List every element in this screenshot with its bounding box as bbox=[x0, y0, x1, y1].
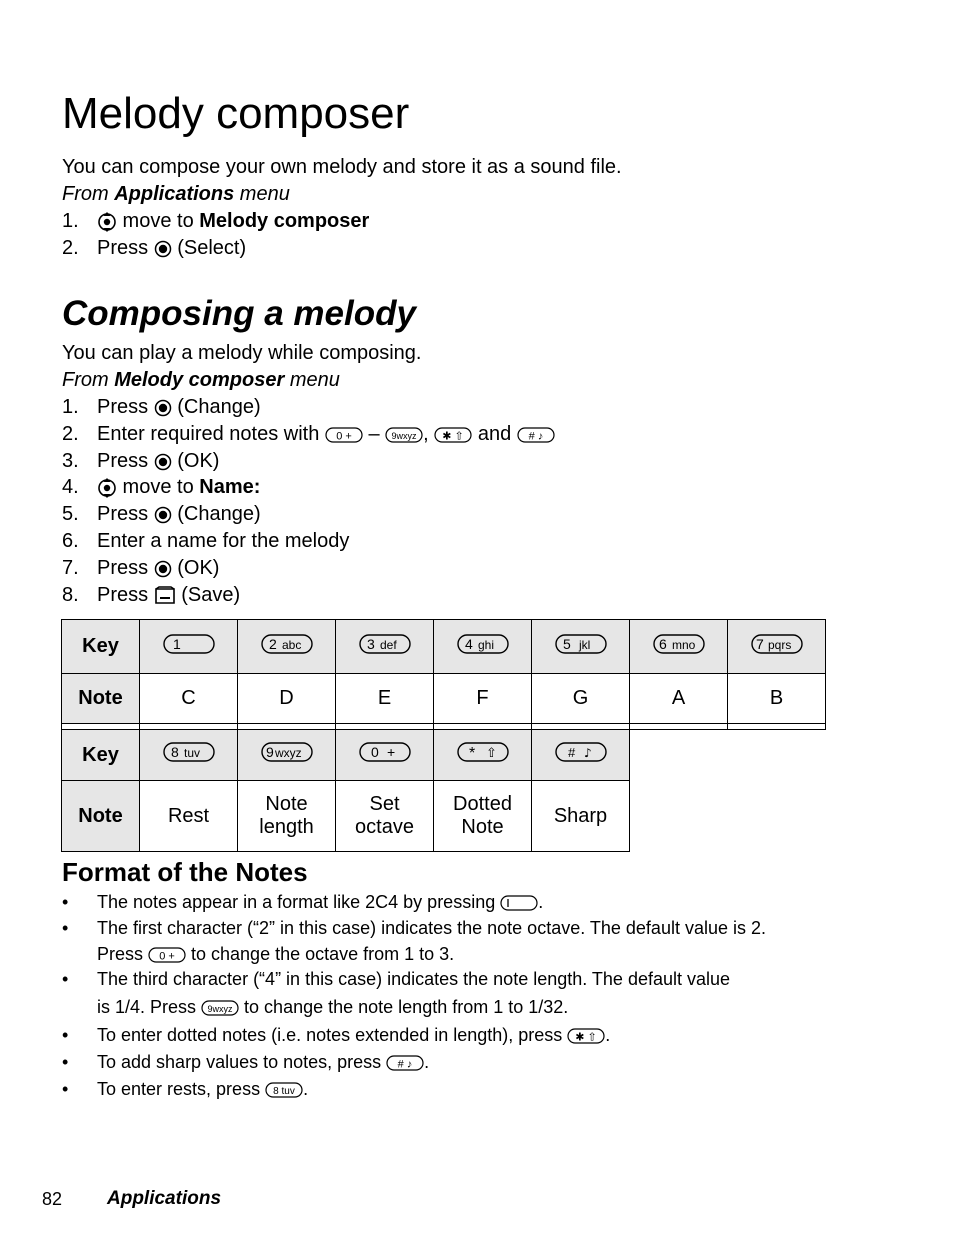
step-post: move to bbox=[117, 476, 200, 498]
svg-text:4: 4 bbox=[464, 635, 473, 652]
key-star-icon bbox=[567, 1028, 605, 1044]
bullet-icon: • bbox=[62, 1025, 69, 1045]
svg-text:9wxyz: 9wxyz bbox=[391, 430, 417, 441]
select-key-icon bbox=[154, 399, 172, 417]
key-1-icon bbox=[500, 895, 538, 911]
step-number: 1. bbox=[62, 396, 79, 418]
bullet-text: . bbox=[538, 892, 544, 912]
svg-text:+: + bbox=[386, 744, 395, 760]
key-note-table-2 bbox=[61, 729, 630, 852]
step-pre: Enter required notes with bbox=[97, 423, 325, 445]
step-post: (OK) bbox=[171, 450, 220, 472]
format-bullet-3 bbox=[97, 966, 837, 1020]
step-text bbox=[97, 555, 219, 582]
bullet-text: To enter dotted notes (i.e. notes extended in length), press bbox=[97, 1025, 568, 1045]
note-cell: D bbox=[238, 674, 336, 724]
from-suffix: menu bbox=[234, 183, 290, 205]
note-text: Note bbox=[461, 816, 504, 838]
from-menu-name: Melody composer bbox=[114, 369, 285, 391]
svg-text:5: 5 bbox=[562, 635, 571, 652]
key-8-icon bbox=[140, 730, 238, 781]
format-bullet-2 bbox=[97, 915, 837, 967]
key-0-icon bbox=[148, 947, 186, 963]
note-text: Dotted bbox=[453, 793, 512, 815]
step-number: 1. bbox=[62, 210, 79, 232]
and: and bbox=[472, 423, 517, 445]
svg-text:mno: mno bbox=[671, 637, 695, 652]
nav-key-icon bbox=[97, 477, 117, 499]
note-cell: G bbox=[532, 674, 630, 724]
svg-text:abc: abc bbox=[281, 637, 301, 652]
note-cell bbox=[336, 781, 434, 852]
svg-text:tuv: tuv bbox=[183, 746, 200, 760]
key-4-icon bbox=[434, 620, 532, 674]
svg-text:jkl: jkl bbox=[578, 637, 590, 652]
section-title: Composing a melody bbox=[62, 294, 416, 333]
step-post: (Change) bbox=[171, 396, 261, 418]
step-text bbox=[97, 235, 246, 262]
key-1-icon bbox=[140, 620, 238, 674]
svg-text:0: 0 bbox=[370, 744, 379, 760]
bullet-icon: • bbox=[62, 969, 69, 989]
bullet-icon: • bbox=[62, 918, 69, 938]
key-note-table-1 bbox=[61, 619, 826, 730]
step-text bbox=[97, 501, 261, 528]
footer-section: Applications bbox=[107, 1188, 222, 1209]
note-label: Note bbox=[62, 674, 140, 724]
note-cell: F bbox=[434, 674, 532, 724]
svg-text:7: 7 bbox=[755, 635, 764, 652]
svg-text:1: 1 bbox=[172, 635, 181, 652]
bullet-text: The notes appear in a format like 2C4 by pressing bbox=[97, 892, 501, 912]
key-hash-icon bbox=[532, 730, 630, 781]
key-star-icon bbox=[434, 427, 472, 443]
step-number: 6. bbox=[62, 530, 79, 552]
step-2-pre: Press bbox=[97, 237, 154, 259]
step-number: 2. bbox=[62, 237, 79, 259]
svg-text:0 +: 0 + bbox=[159, 950, 175, 963]
step-text bbox=[97, 582, 240, 609]
key-9-icon bbox=[238, 730, 336, 781]
from-suffix: menu bbox=[284, 369, 340, 391]
step-text bbox=[97, 421, 555, 448]
step-pre: Press bbox=[97, 503, 154, 525]
svg-text:# ♪: # ♪ bbox=[397, 1058, 413, 1071]
step-number: 7. bbox=[62, 557, 79, 579]
spacer-cell bbox=[728, 724, 826, 730]
key-label: Key bbox=[62, 620, 140, 674]
from-prefix: From bbox=[62, 183, 115, 205]
note-text: Note bbox=[265, 793, 308, 815]
step-text bbox=[97, 394, 261, 421]
note-cell bbox=[434, 781, 532, 852]
svg-text:# ♪: # ♪ bbox=[528, 430, 544, 443]
svg-text:ghi: ghi bbox=[477, 637, 494, 652]
select-key-icon bbox=[154, 240, 172, 258]
note-cell: E bbox=[336, 674, 434, 724]
key-9-icon bbox=[385, 427, 423, 443]
key-hash-icon bbox=[386, 1055, 424, 1071]
step-post: (OK) bbox=[171, 557, 220, 579]
step-text bbox=[97, 448, 219, 475]
bullet-text: to change the octave from 1 to 3. bbox=[186, 944, 455, 964]
step-1-text: move to bbox=[117, 210, 200, 232]
step-post: (Change) bbox=[171, 503, 261, 525]
step-pre: Press bbox=[97, 396, 154, 418]
step-text bbox=[97, 474, 260, 501]
bullet-text: . bbox=[303, 1079, 309, 1099]
key-star-icon bbox=[434, 730, 532, 781]
format-bullet-1 bbox=[97, 889, 837, 915]
bullet-text: Press bbox=[97, 944, 149, 964]
svg-text:✱ ⇧: ✱ ⇧ bbox=[575, 1031, 598, 1044]
section-intro: You can play a melody while composing. bbox=[62, 342, 422, 364]
svg-text:8: 8 bbox=[170, 744, 179, 760]
note-label: Note bbox=[62, 781, 140, 852]
note-cell bbox=[532, 781, 630, 852]
key-3-icon bbox=[336, 620, 434, 674]
key-label: Key bbox=[62, 730, 140, 781]
soft-key-icon bbox=[154, 586, 176, 606]
key-0-icon bbox=[325, 427, 363, 443]
note-cell bbox=[238, 781, 336, 852]
svg-text:3: 3 bbox=[366, 635, 375, 652]
key-0-icon bbox=[336, 730, 434, 781]
dash: – bbox=[362, 423, 386, 445]
note-text: Rest bbox=[167, 804, 210, 827]
bullet-line bbox=[97, 994, 837, 1020]
note-text: Sharp bbox=[553, 804, 608, 827]
key-7-icon bbox=[728, 620, 826, 674]
svg-text:2: 2 bbox=[268, 635, 277, 652]
note-cell: C bbox=[140, 674, 238, 724]
step-bold: Name: bbox=[199, 476, 261, 498]
spacer-cell bbox=[630, 724, 728, 730]
svg-text:⇧: ⇧ bbox=[485, 746, 497, 761]
bullet-text: The third character (“4” in this case) indicates the note length. The default value bbox=[97, 969, 731, 989]
step-text: Enter a name for the melody bbox=[97, 530, 350, 552]
bullet-text: to change the note length from 1 to 1/32. bbox=[239, 997, 569, 1017]
note-cell bbox=[140, 781, 238, 852]
select-key-icon bbox=[154, 453, 172, 471]
bullet-icon: • bbox=[62, 1052, 69, 1072]
intro-text: You can compose your own melody and store it as a sound file. bbox=[62, 156, 622, 178]
svg-text:9wxyz: 9wxyz bbox=[207, 1004, 233, 1015]
page-title: Melody composer bbox=[62, 89, 410, 138]
svg-text:9: 9 bbox=[265, 744, 274, 760]
step-number: 8. bbox=[62, 584, 79, 606]
svg-text:8 tuv: 8 tuv bbox=[273, 1086, 295, 1098]
key-9-icon bbox=[201, 1000, 239, 1016]
svg-text:#: # bbox=[567, 745, 575, 760]
bullet-text: . bbox=[605, 1025, 611, 1045]
bullet-text: To add sharp values to notes, press bbox=[97, 1052, 387, 1072]
svg-text:✱ ⇧: ✱ ⇧ bbox=[442, 430, 465, 443]
key-2-icon bbox=[238, 620, 336, 674]
svg-text:0 +: 0 + bbox=[336, 430, 352, 443]
from-menu-name: Applications bbox=[114, 183, 235, 205]
key-6-icon bbox=[630, 620, 728, 674]
step-number: 2. bbox=[62, 423, 79, 445]
select-key-icon bbox=[154, 560, 172, 578]
step-text bbox=[97, 208, 369, 235]
bullet-icon: • bbox=[62, 892, 69, 912]
svg-text:def: def bbox=[379, 637, 397, 652]
select-key-icon bbox=[154, 506, 172, 524]
bullet-text: is 1/4. Press bbox=[97, 997, 202, 1017]
format-heading: Format of the Notes bbox=[62, 857, 308, 887]
svg-text:wxyz: wxyz bbox=[274, 746, 302, 760]
key-5-icon bbox=[532, 620, 630, 674]
step-1-bold: Melody composer bbox=[199, 210, 370, 232]
format-bullet-5 bbox=[97, 1049, 837, 1075]
bullet-text: . bbox=[424, 1052, 430, 1072]
step-pre: Press bbox=[97, 450, 154, 472]
step-number: 4. bbox=[62, 476, 79, 498]
section-from-line bbox=[62, 367, 340, 394]
step-number: 3. bbox=[62, 450, 79, 472]
note-cell: A bbox=[630, 674, 728, 724]
note-cell: B bbox=[728, 674, 826, 724]
key-hash-icon bbox=[517, 427, 555, 443]
step-post: (Save) bbox=[175, 584, 241, 606]
step-number: 5. bbox=[62, 503, 79, 525]
bullet-line bbox=[97, 941, 837, 967]
step-pre: Press bbox=[97, 557, 154, 579]
note-text: Set bbox=[369, 793, 400, 815]
bullet-text: The first character (“2” in this case) indicates the note octave. The default value is 2. bbox=[97, 918, 766, 938]
from-prefix: From bbox=[62, 369, 115, 391]
svg-text:*: * bbox=[468, 745, 475, 762]
svg-text:♪: ♪ bbox=[583, 746, 592, 760]
svg-text:6: 6 bbox=[658, 635, 667, 652]
comma: , bbox=[423, 423, 435, 445]
bullet-icon: • bbox=[62, 1079, 69, 1099]
svg-text:pqrs: pqrs bbox=[767, 637, 791, 652]
format-bullet-6 bbox=[97, 1076, 837, 1102]
step-2-text: (Select) bbox=[171, 237, 247, 259]
key-8-icon bbox=[265, 1082, 303, 1098]
nav-key-icon bbox=[97, 211, 117, 233]
format-bullet-4 bbox=[97, 1022, 837, 1048]
bullet-text: To enter rests, press bbox=[97, 1079, 266, 1099]
note-text: octave bbox=[355, 816, 414, 838]
from-menu-line bbox=[62, 181, 290, 208]
step-pre: Press bbox=[97, 584, 154, 606]
note-text: length bbox=[259, 816, 314, 838]
page-number: 82 bbox=[42, 1189, 63, 1209]
